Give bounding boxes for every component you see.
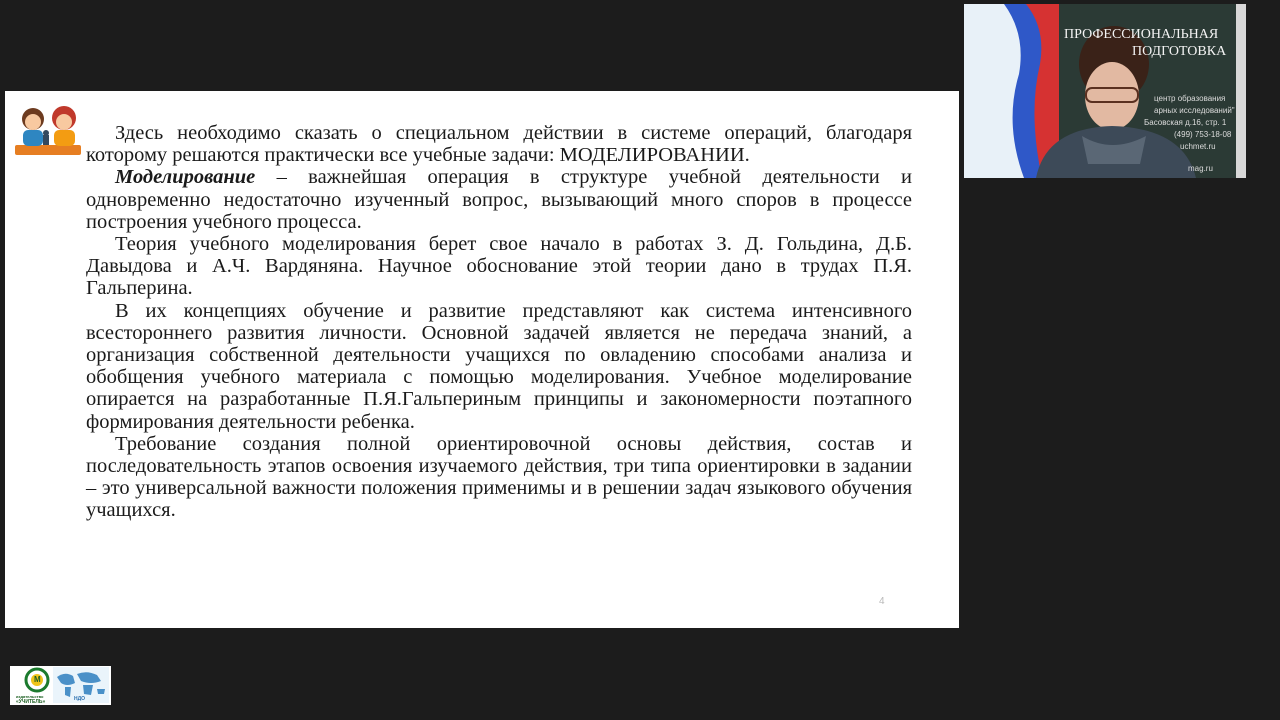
presentation-slide	[5, 91, 959, 628]
banner-small-3: Басовская д.16, стр. 1	[1144, 118, 1227, 127]
speaker-webcam	[964, 4, 1246, 178]
banner-small-4: (499) 753-18-08	[1174, 130, 1232, 139]
paragraph-2	[86, 166, 912, 233]
paragraph-3: Теория учебного моделирования берет свое начало в работах З. Д. Гольдина, Д.Б. Давыдова и А.Ч. Вардяняна. Научное обоснование этой теории дано в трудах П.Я. Гальперина.	[86, 233, 912, 300]
publisher-caption: «УЧИТЕЛЬ»	[16, 699, 46, 705]
page-number: 4	[879, 596, 885, 607]
paragraph-1: Здесь необходимо сказать о специальном действии в системе операций, благодаря которому решаются практически все учебные задачи: МОДЕЛИРОВАНИИ.	[86, 122, 912, 167]
banner-line-2: ПОДГОТОВКА	[1132, 44, 1227, 59]
partner-label: НДО	[74, 696, 86, 702]
publisher-label: издательство	[16, 694, 44, 699]
banner-line-1: ПРОФЕССИОНАЛЬНАЯ	[1064, 27, 1219, 42]
slide-body	[86, 122, 912, 522]
banner-small-6: mag.ru	[1188, 164, 1213, 173]
banner-small-1: центр образования	[1154, 94, 1226, 103]
banner-small-2: арных исследований"	[1154, 106, 1235, 115]
publisher-logo-panel	[10, 666, 111, 705]
publisher-letter: М	[34, 675, 41, 684]
banner-small-5: uchmet.ru	[1180, 142, 1216, 151]
paragraph-2-text: – важнейшая операция в структуре учебной деятельности и одновременно недостаточно изученный вопрос, вызывающий много споров в процессе построения учебного процесса.	[86, 166, 912, 233]
term-modeling: Моделирование	[115, 166, 256, 189]
paragraph-5: Требование создания полной ориентировочной основы действия, состав и последовательность этапов освоения изучаемого действия, три типа ориентировки в задании – это универсальной важности положения применимы и в решении задач языкового обучения учащихся.	[86, 432, 912, 522]
children-studying-icon	[13, 99, 85, 163]
paragraph-4: В их концепциях обучение и развитие представляют как система интенсивного всестороннего развития личности. Основной задачей является не передача знаний, а организация собственной деятельности учащихся по овладению способами анализа и обобщения учебного материала с помощью моделирования. Учебное моделирование опирается на разработанные П.Я.Гальпериным принципы и закономерности поэтапного формирования деятельности ребенка.	[86, 299, 912, 433]
